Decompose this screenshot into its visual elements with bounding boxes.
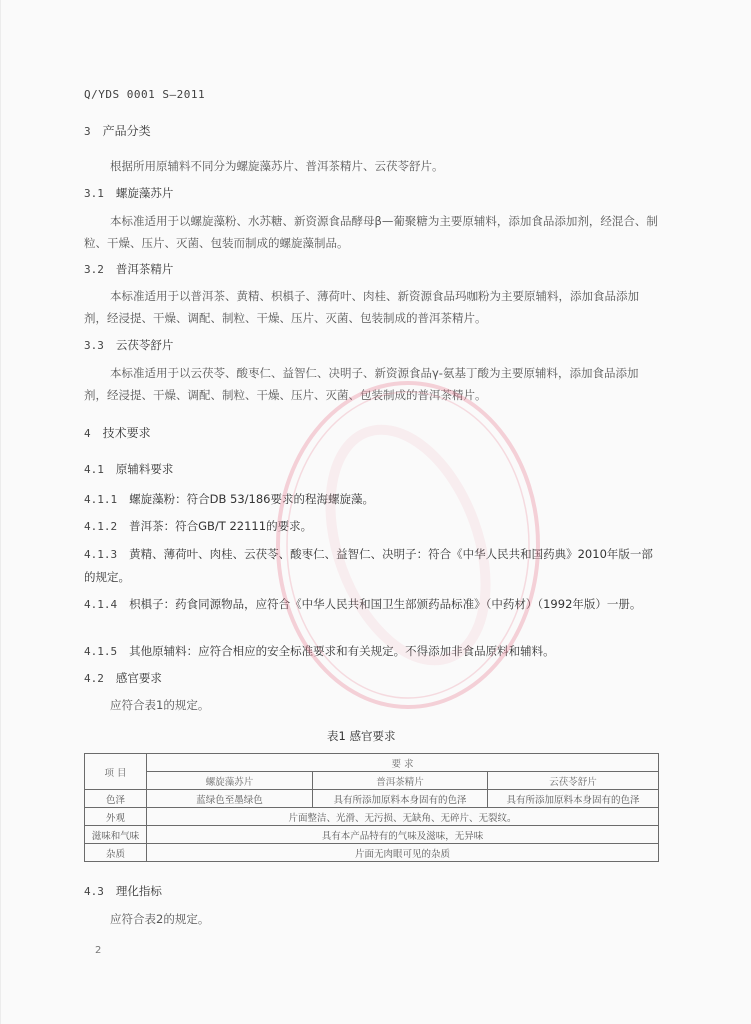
row-label: 色泽 [85,790,147,808]
table-row [85,826,659,844]
section-3-1-text: 本标准适用于以螺旋藻粉、水苏糖、新资源食品酵母β—葡聚糖为主要原辅料，添加食品添加剂，经混合、制粒、干燥、压片、灭菌、包装而制成的螺旋藻制品。 [84,214,658,250]
section-title: 产品分类 [102,124,151,138]
column-header-requirement: 要 求 [147,754,659,772]
table-cell-merged: 具有本产品特有的气味及滋味，无异味 [147,826,659,844]
section-3-2-text: 本标准适用于以普洱茶、黄精、枳椇子、薄荷叶、肉桂、新资源食品玛咖粉为主要原辅料，添加食品添加剂，经浸提、干燥、调配、制粒、干燥、压片、灭菌、包装制成的普洱茶精片。 [84,289,639,325]
table-cell: 具有所添加原料本身固有的色泽 [313,790,488,808]
clause-4-1-4 [84,593,659,616]
table-1-caption: 表1 感官要求 [327,729,396,743]
section-number: 4.1 [84,463,104,476]
section-number: 3.3 [84,339,104,352]
document-code: Q/YDS 0001 S—2011 [84,88,206,101]
column-header-product: 云茯苓舒片 [488,772,659,790]
row-label: 滋味和气味 [85,826,147,844]
section-number: 4.3 [84,885,104,898]
clause-text: 螺旋藻粉：符合DB 53/186要求的程海螺旋藻。 [129,492,374,506]
column-header-product: 螺旋藻苏片 [147,772,313,790]
section-number: 3.2 [84,263,104,276]
section-title: 螺旋藻苏片 [115,186,174,200]
table-cell: 具有所添加原料本身固有的色泽 [488,790,659,808]
section-4-1-heading [84,461,173,477]
table-cell-merged: 片面无肉眼可见的杂质 [147,844,659,862]
clause-number: 4.1.5 [84,645,118,658]
section-4-3-heading [84,883,162,899]
page-number: 2 [95,945,102,956]
section-number: 3.1 [84,187,104,200]
table-row [85,790,659,808]
clause-4-1-5 [84,643,555,659]
clause-4-1-3 [84,543,659,588]
sensory-requirements-table [84,753,659,862]
clause-text: 黄精、薄荷叶、肉桂、云茯苓、酸枣仁、益智仁、决明子：符合《中华人民共和国药典》2010年版一部的规定。 [84,547,653,584]
section-4-3-text: 应符合表2的规定。 [110,912,210,926]
table-row [85,844,659,862]
column-header-item: 项 目 [85,754,147,790]
section-title: 云茯苓舒片 [115,338,174,352]
section-number: 4.2 [84,672,104,685]
clause-4-1-1 [84,491,374,507]
section-3-3-heading [84,337,173,353]
section-title: 普洱茶精片 [115,262,174,276]
section-3-text: 根据所用原辅料不同分为螺旋藻苏片、普洱茶精片、云茯苓舒片。 [110,159,444,173]
section-number: 3 [84,125,91,138]
clause-number: 4.1.4 [84,598,118,611]
section-3-3-text: 本标准适用于以云茯苓、酸枣仁、益智仁、决明子、新资源食品γ-氨基丁酸为主要原辅料，添加食品添加剂，经浸提、干燥、调配、制粒、干燥、压片、灭菌、包装制成的普洱茶精片。 [84,366,639,402]
section-number: 4 [84,427,91,440]
row-label: 外观 [85,808,147,826]
table-subheader-row [85,772,659,790]
clause-4-1-2 [84,518,312,534]
section-4-2-text: 应符合表1的规定。 [110,698,210,712]
section-3-2-heading [84,261,173,277]
clause-text: 普洱茶：符合GB/T 22111的要求。 [129,519,313,533]
table-cell: 蓝绿色至墨绿色 [147,790,313,808]
table-header-row [85,754,659,772]
section-3-heading [84,122,151,139]
clause-number: 4.1.2 [84,520,118,533]
table-cell-merged: 片面整洁、光滑、无污损、无缺角、无碎片、无裂纹。 [147,808,659,826]
column-header-product: 普洱茶精片 [313,772,488,790]
section-title: 原辅料要求 [115,462,174,476]
table-row [85,808,659,826]
section-4-heading [84,424,151,441]
section-title: 理化指标 [115,884,162,898]
clause-text: 枳椇子：药食同源物品，应符合《中华人民共和国卫生部颁药品标准》（中药材）（1992年版）一册。 [129,597,642,611]
section-title: 技术要求 [102,426,151,440]
clause-text: 其他原辅料：应符合相应的安全标准要求和有关规定。不得添加非食品原料和辅料。 [129,644,555,658]
section-4-2-heading [84,670,162,686]
clause-number: 4.1.3 [84,548,118,561]
section-3-1-heading [84,185,173,201]
clause-number: 4.1.1 [84,493,118,506]
section-title: 感官要求 [115,671,162,685]
row-label: 杂质 [85,844,147,862]
